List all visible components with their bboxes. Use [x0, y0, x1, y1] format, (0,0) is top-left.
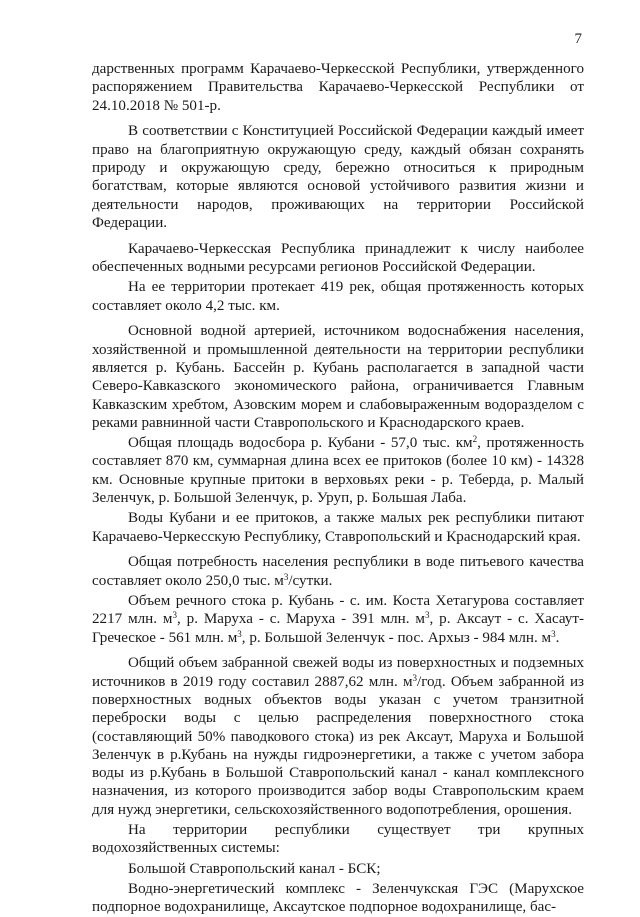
page-number: 7	[574, 31, 582, 47]
document-body	[92, 60, 584, 917]
paragraph-text: .	[555, 629, 560, 646]
superscript: 3	[424, 610, 430, 621]
superscript: 3	[237, 628, 242, 639]
paragraph-kuban-artery	[92, 322, 584, 432]
paragraph-water-systems	[92, 821, 584, 858]
paragraph-water-resources	[92, 240, 584, 277]
paragraph-rivers-count	[92, 278, 584, 315]
paragraph-text: дарственных программ Карачаево-Черкесской Республики, утвержденного распоряжением Правительства Карачаево-Черкесской Республики от 24.10.2018 № 501-р.	[92, 61, 584, 114]
paragraph-catchment-area	[92, 434, 584, 507]
list-item-bsk	[92, 860, 584, 878]
paragraph-text: , р. Большой Зеленчук - пос. Архыз - 984 млн. м	[241, 629, 552, 646]
paragraph-text: На территории республики существует три крупных водохозяйственных системы:	[92, 822, 584, 857]
paragraph-drinking-water	[92, 553, 584, 590]
paragraph-text: Объем речного стока р. Кубань - с. им. Коста Хетагурова составляет 2217 млн. м	[92, 593, 584, 628]
superscript: 3	[172, 610, 177, 621]
paragraph-text: Общая площадь водосбора р. Кубани - 57,0 тыс. км	[128, 435, 473, 452]
paragraph-constitution	[92, 122, 584, 232]
paragraph-text: /сутки.	[288, 572, 333, 589]
list-item-zelenchuk-ges	[92, 880, 584, 917]
paragraph-text: , протяженность составляет 870 км, суммарная длина всех ее притоков (более 10 км) - 14328 км. Основные крупные притоки в верховьях реки - р. Теберда, р. Малый Зеленчук, р. Большой Зеленчук, р. Уруп, р. Большая Лаба.	[92, 435, 584, 507]
superscript: 3	[283, 571, 289, 582]
paragraph-text: Водно-энергетический комплекс - Зеленчукская ГЭС (Марухское подпорное водохранилище, Аксаутское подпорное водохранилище, бас-	[92, 880, 584, 916]
paragraph-text: , р. Маруха - с. Маруха - 391 млн. м	[176, 611, 425, 628]
superscript: 2	[472, 434, 478, 445]
paragraph-text: , р. Аксаут - с. Хасаут-Греческое - 561 млн. м	[92, 611, 584, 646]
paragraph-text: На ее территории протекает 419 рек, общая протяженность которых составляет около 4,2 тыс. км.	[92, 279, 584, 314]
paragraph-text: /год. Объем забранной из поверхностных водных объектов воды указан с учетом транзитной переброски воды с целью распределения поверхностного стока (составляющий 50% паводкового стока) из рек Аксаут, Маруха и Большой Зеленчук в р.Кубань на нужды гидроэнергетики, а также с учетом забора воды из р.Кубань в Большой Ставропольский канал - канал комплексного назначения, из которого производится забор воды Ставропольским краем для нужд энергетики, сельскохозяйственного водопотребления, орошения.	[92, 673, 585, 818]
paragraph-text: В соответствии с Конституцией Российской Федерации каждый имеет право на благоприятную окружающую среду, каждый обязан сохранять природу и окружающую среду, бережно относиться к природным богатствам, которые являются основой устойчивого развития жизни и деятельности народов, проживающих на территории Российской Федерации.	[92, 123, 584, 231]
superscript: 3	[412, 672, 418, 683]
paragraph-text: Общая потребность населения республики в воде питьевого качества составляет около 250,0 тыс. м	[92, 554, 584, 589]
paragraph-river-runoff	[92, 592, 584, 647]
paragraph-water-withdrawal	[92, 654, 584, 819]
paragraph-continuation	[92, 60, 584, 115]
paragraph-text: Карачаево-Черкесская Республика принадлежит к числу наиболее обеспеченных водными ресурсами регионов Российской Федерации.	[92, 240, 584, 275]
paragraph-text: Воды Кубани и ее притоков, а также малых рек республики питают Карачаево-Черкесскую Республику, Ставропольский и Краснодарский края.	[92, 510, 584, 545]
paragraph-text: Большой Ставропольский канал - БСК;	[128, 860, 381, 877]
paragraph-tributaries	[92, 509, 584, 546]
superscript: 3	[551, 628, 556, 639]
paragraph-text: Общий объем забранной свежей воды из поверхностных и подземных источников в 2019 году составил 2887,62 млн. м	[92, 655, 584, 690]
paragraph-text: Основной водной артерией, источником водоснабжения населения, хозяйственной и промышленной деятельности на территории республики является р. Кубань. Бассейн р. Кубань располагается в западной части Северо-Кавказского экономического района, ограничивается Главным Кавказским хребтом, Азовским морем и слабовыраженным водоразделом с реками равнинной части Ставропольского и Краснодарского краев.	[92, 323, 584, 431]
